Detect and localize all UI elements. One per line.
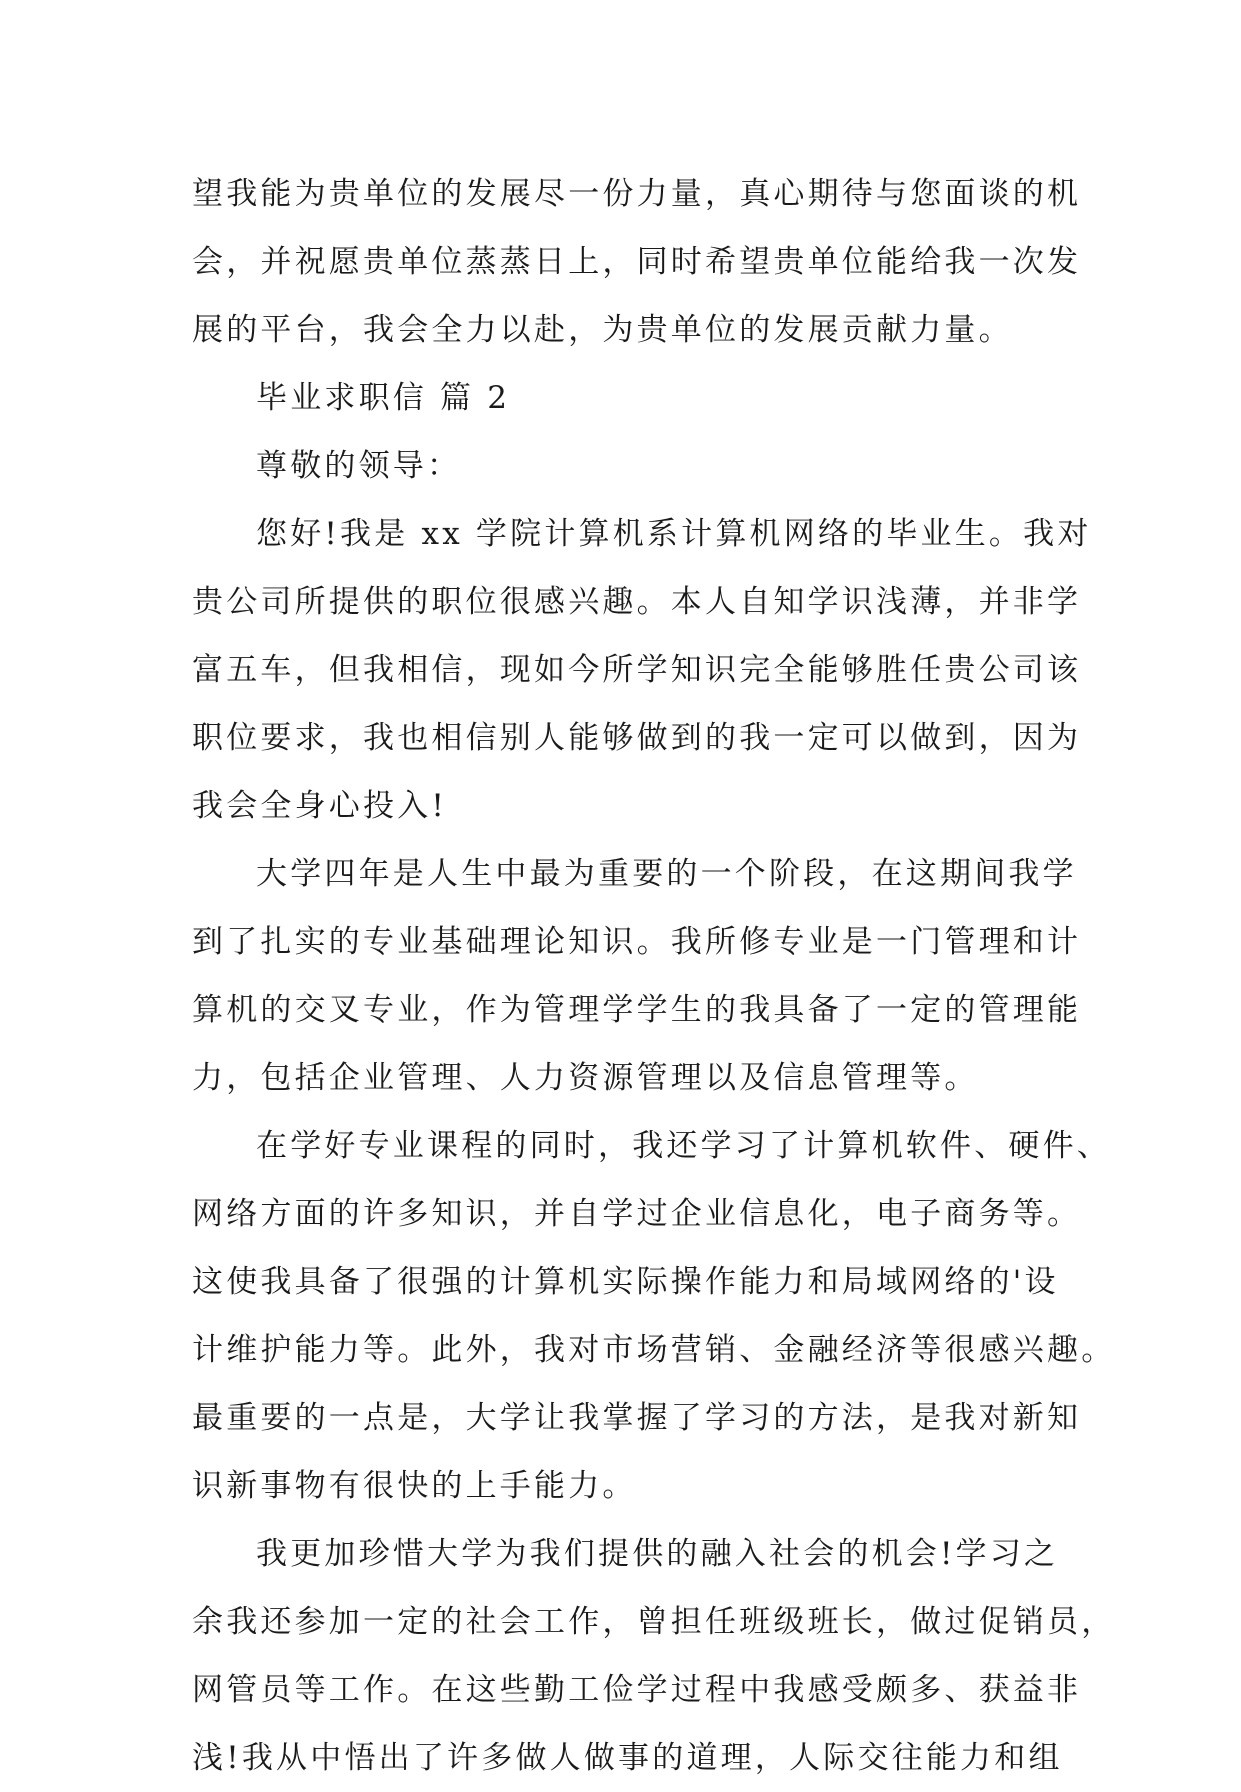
text-line: 浅!我从中悟出了许多做人做事的道理，人际交往能力和组 [192,1740,1063,1776]
text-line: 职位要求，我也相信别人能够做到的我一定可以做到，因为 [192,720,1082,756]
text-line: 这使我具备了很强的计算机实际操作能力和局域网络的'设 [192,1264,1059,1300]
text-line: 富五车，但我相信，现如今所学知识完全能够胜任贵公司该 [192,652,1082,688]
paragraph-start: 我更加珍惜大学为我们提供的融入社会的机会!学习之 [256,1536,1059,1572]
text-line: 余我还参加一定的社会工作，曾担任班级班长，做过促销员， [192,1604,1116,1640]
text-line: 网管员等工作。在这些勤工俭学过程中我感受颇多、获益非 [192,1672,1082,1708]
text-line: 算机的交叉专业，作为管理学学生的我具备了一定的管理能 [192,992,1082,1028]
text-line: 到了扎实的专业基础理论知识。我所修专业是一门管理和计 [192,924,1082,960]
text-line: 展的平台，我会全力以赴，为贵单位的发展贡献力量。 [192,312,1013,348]
paragraph-start: 在学好专业课程的同时，我还学习了计算机软件、硬件、 [256,1128,1111,1164]
text-line: 识新事物有很快的上手能力。 [192,1468,637,1504]
text-line: 最重要的一点是，大学让我掌握了学习的方法，是我对新知 [192,1400,1082,1436]
paragraph-start: 您好!我是 xx 学院计算机系计算机网络的毕业生。我对 [256,516,1092,552]
text-line: 贵公司所提供的职位很感兴趣。本人自知学识浅薄，并非学 [192,584,1082,620]
text-line: 网络方面的许多知识，并自学过企业信息化，电子商务等。 [192,1196,1082,1232]
paragraph-start: 大学四年是人生中最为重要的一个阶段，在这期间我学 [256,856,1077,892]
salutation: 尊敬的领导： [256,448,462,484]
text-line: 望我能为贵单位的发展尽一份力量，真心期待与您面谈的机 [192,176,1082,212]
text-line: 力，包括企业管理、人力资源管理以及信息管理等。 [192,1060,979,1096]
document-body [192,160,1116,1792]
text-line: 计维护能力等。此外，我对市场营销、金融经济等很感兴趣。 [192,1332,1116,1368]
section-heading: 毕业求职信 篇 2 [256,380,511,416]
text-line: 我会全身心投入! [192,788,448,824]
text-line: 会，并祝愿贵单位蒸蒸日上，同时希望贵单位能给我一次发 [192,244,1082,280]
